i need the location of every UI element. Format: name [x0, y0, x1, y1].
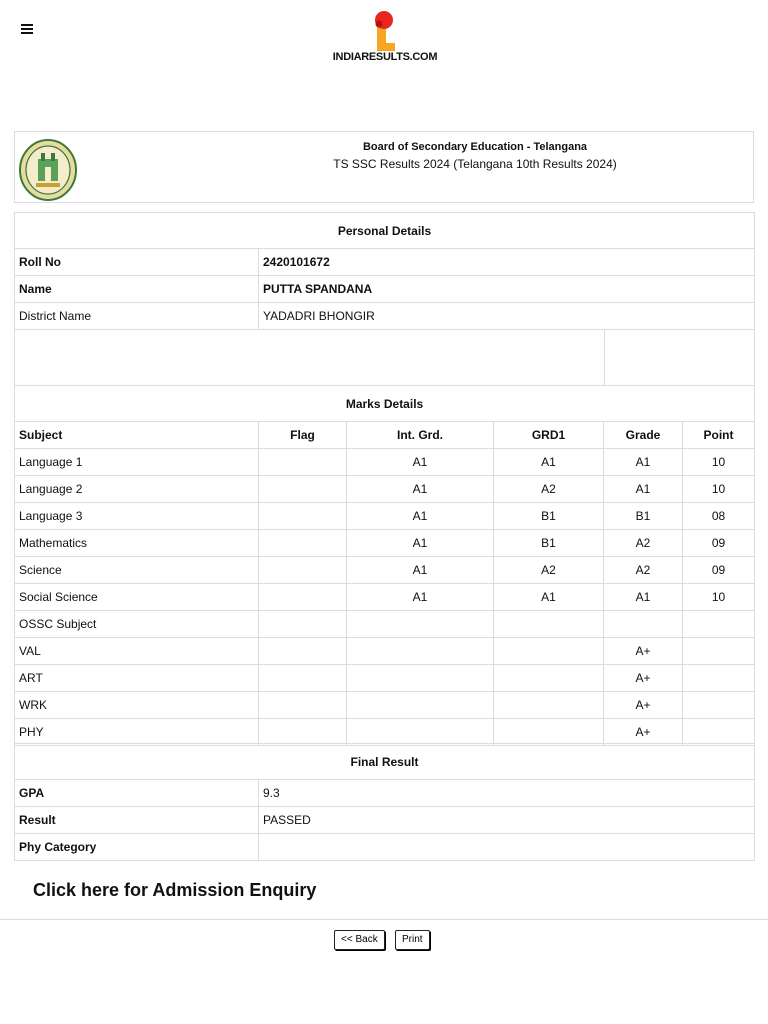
int-grd-cell: A1 — [347, 557, 494, 584]
point-cell: 09 — [683, 557, 755, 584]
marks-header-row — [15, 422, 755, 449]
final-result-heading: Final Result — [15, 744, 755, 780]
flag-cell — [259, 503, 347, 530]
subject-cell: Science — [15, 557, 259, 584]
gpa-value: 9.3 — [259, 780, 755, 807]
grd1-cell — [494, 719, 604, 746]
site-header — [0, 0, 768, 80]
int-grd-cell — [347, 719, 494, 746]
gpa-label: GPA — [15, 780, 259, 807]
name-label: Name — [15, 276, 259, 303]
flag-cell — [259, 530, 347, 557]
grade-cell: A1 — [604, 449, 683, 476]
grade-cell: A+ — [604, 638, 683, 665]
table-row — [15, 692, 755, 719]
int-grd-cell — [347, 692, 494, 719]
grade-cell: A+ — [604, 665, 683, 692]
table-row — [15, 503, 755, 530]
int-grd-cell — [347, 611, 494, 638]
column-header-point: Point — [683, 422, 755, 449]
blank-cell — [15, 330, 605, 386]
subject-cell: Mathematics — [15, 530, 259, 557]
table-row — [15, 719, 755, 746]
point-cell: 08 — [683, 503, 755, 530]
table-row — [15, 611, 755, 638]
grade-cell: A2 — [604, 530, 683, 557]
flag-cell — [259, 584, 347, 611]
point-cell: 10 — [683, 584, 755, 611]
grd1-cell — [494, 638, 604, 665]
phy-category-label: Phy Category — [15, 834, 259, 861]
grd1-cell: A2 — [494, 476, 604, 503]
district-label: District Name — [15, 303, 259, 330]
subject-cell: Language 1 — [15, 449, 259, 476]
point-cell: 10 — [683, 449, 755, 476]
point-cell — [683, 692, 755, 719]
subject-cell: Language 3 — [15, 503, 259, 530]
point-cell: 09 — [683, 530, 755, 557]
column-header-grade: Grade — [604, 422, 683, 449]
table-row — [15, 476, 755, 503]
table-row — [15, 449, 755, 476]
grd1-cell: A1 — [494, 584, 604, 611]
flag-cell — [259, 476, 347, 503]
int-grd-cell: A1 — [347, 503, 494, 530]
table-row — [15, 530, 755, 557]
grd1-cell: A1 — [494, 449, 604, 476]
site-logo[interactable] — [330, 8, 440, 68]
point-cell — [683, 611, 755, 638]
flag-cell — [259, 638, 347, 665]
flag-cell — [259, 557, 347, 584]
column-header-int-grd: Int. Grd. — [347, 422, 494, 449]
result-value: PASSED — [259, 807, 755, 834]
logo-text: INDIARESULTS.COM — [332, 51, 438, 63]
grd1-cell — [494, 611, 604, 638]
board-header-box — [14, 131, 754, 203]
point-cell: 10 — [683, 476, 755, 503]
grd1-cell: A2 — [494, 557, 604, 584]
grd1-cell: B1 — [494, 530, 604, 557]
hamburger-menu-icon[interactable] — [21, 23, 34, 35]
grade-cell: B1 — [604, 503, 683, 530]
divider — [0, 919, 768, 920]
int-grd-cell: A1 — [347, 449, 494, 476]
flag-cell — [259, 719, 347, 746]
flag-cell — [259, 611, 347, 638]
grd1-cell — [494, 665, 604, 692]
subject-cell: OSSC Subject — [15, 611, 259, 638]
table-row — [15, 584, 755, 611]
admission-enquiry-link[interactable]: Click here for Admission Enquiry — [33, 880, 317, 900]
int-grd-cell — [347, 665, 494, 692]
int-grd-cell — [347, 638, 494, 665]
column-header-grd1: GRD1 — [494, 422, 604, 449]
personal-details-heading: Personal Details — [15, 213, 755, 249]
int-grd-cell: A1 — [347, 530, 494, 557]
result-label: Result — [15, 807, 259, 834]
phy-category-value — [259, 834, 755, 861]
name-value: PUTTA SPANDANA — [259, 276, 755, 303]
column-header-subject: Subject — [15, 422, 259, 449]
board-title: Board of Secondary Education - Telangana — [362, 141, 588, 153]
grade-cell: A2 — [604, 557, 683, 584]
board-subtitle: TS SSC Results 2024 (Telangana 10th Results 2024) — [333, 157, 617, 171]
point-cell — [683, 665, 755, 692]
grd1-cell — [494, 692, 604, 719]
subject-cell: ART — [15, 665, 259, 692]
point-cell — [683, 638, 755, 665]
subject-cell: Language 2 — [15, 476, 259, 503]
int-grd-cell: A1 — [347, 476, 494, 503]
telangana-seal-icon — [19, 139, 77, 201]
subject-cell: VAL — [15, 638, 259, 665]
marks-details-heading: Marks Details — [15, 386, 755, 422]
final-result-table — [14, 743, 755, 861]
district-value: YADADRI BHONGIR — [259, 303, 755, 330]
table-row — [15, 638, 755, 665]
column-header-flag: Flag — [259, 422, 347, 449]
print-button[interactable]: Print — [395, 930, 430, 950]
int-grd-cell: A1 — [347, 584, 494, 611]
grade-cell: A+ — [604, 719, 683, 746]
table-row — [15, 665, 755, 692]
blank-cell — [605, 330, 755, 386]
grade-cell — [604, 611, 683, 638]
subject-cell: WRK — [15, 692, 259, 719]
grade-cell: A1 — [604, 584, 683, 611]
personal-details-table — [14, 212, 755, 386]
indiaresults-logo-icon — [371, 10, 397, 52]
grd1-cell: B1 — [494, 503, 604, 530]
subject-cell: Social Science — [15, 584, 259, 611]
table-row — [15, 557, 755, 584]
marks-details-table — [14, 385, 755, 746]
back-button[interactable]: << Back — [334, 930, 385, 950]
flag-cell — [259, 665, 347, 692]
roll-no-label: Roll No — [15, 249, 259, 276]
point-cell — [683, 719, 755, 746]
grade-cell: A+ — [604, 692, 683, 719]
subject-cell: PHY — [15, 719, 259, 746]
flag-cell — [259, 449, 347, 476]
grade-cell: A1 — [604, 476, 683, 503]
flag-cell — [259, 692, 347, 719]
roll-no-value: 2420101672 — [259, 249, 755, 276]
